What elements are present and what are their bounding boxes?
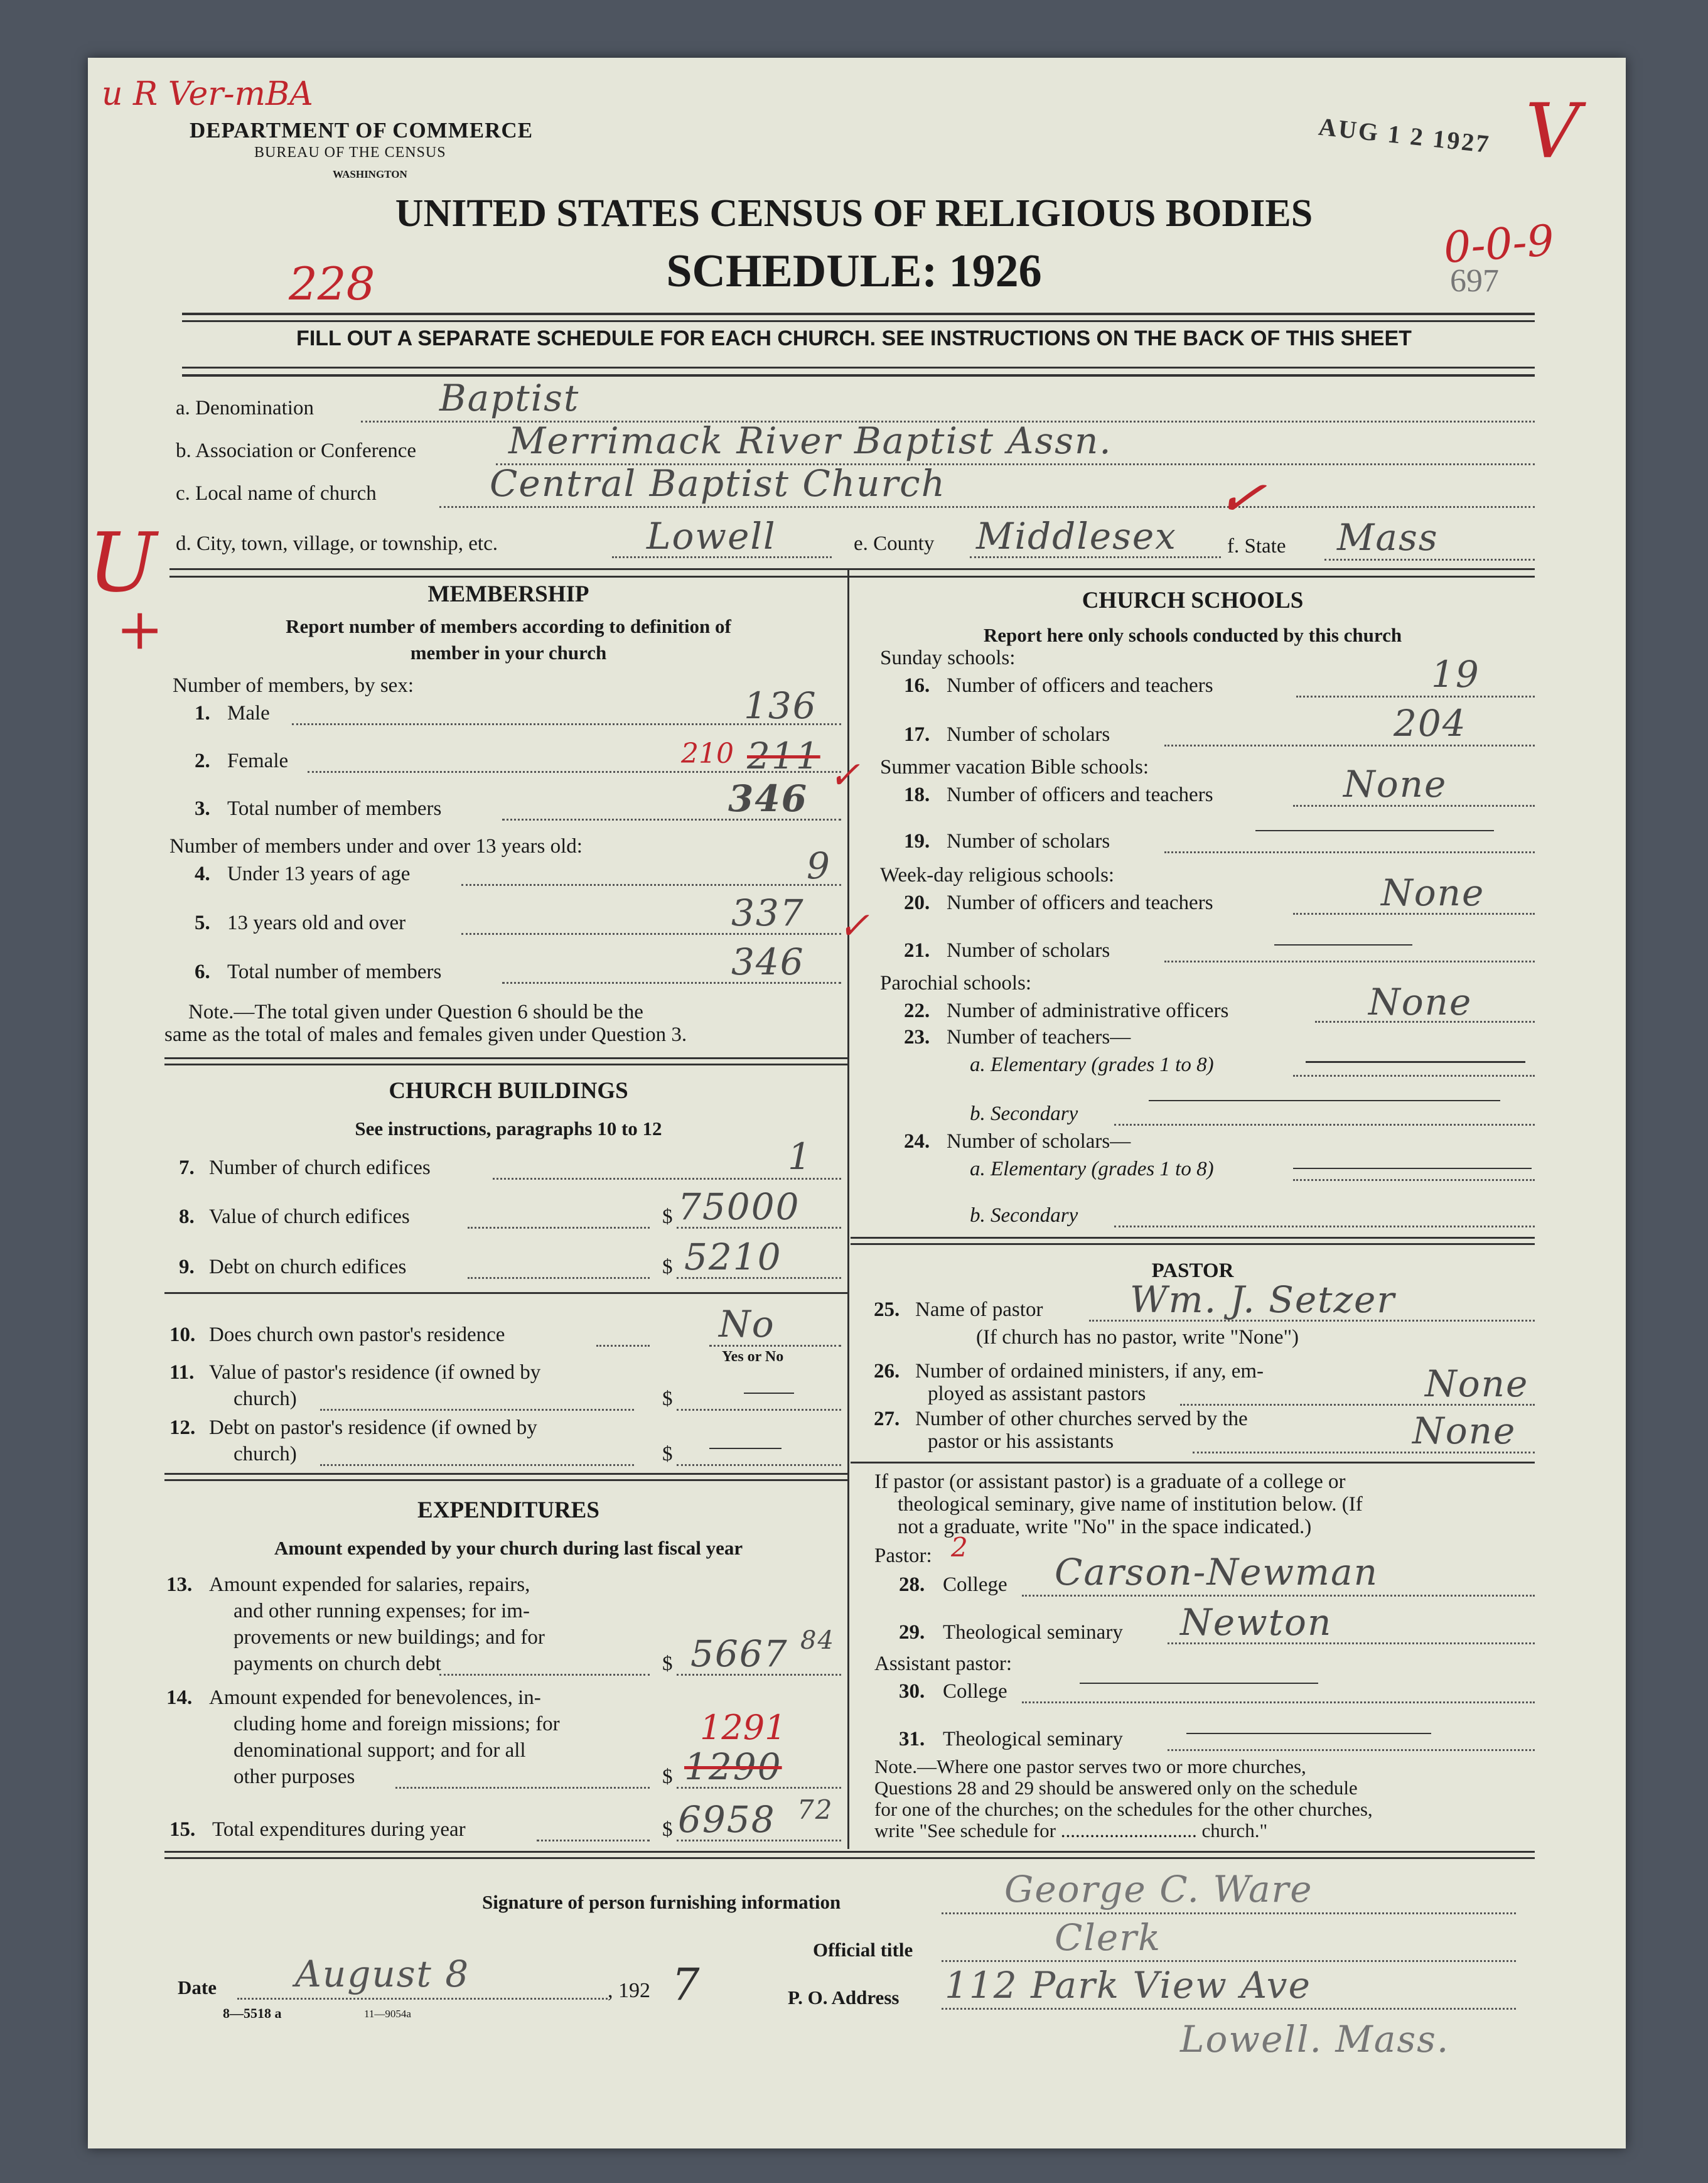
- q8-number: 8.: [179, 1205, 195, 1228]
- age-heading: Number of members under and over 13 years old:: [169, 835, 583, 858]
- summer-schools-heading: Summer vacation Bible schools:: [880, 756, 1149, 779]
- q16-label: Number of officers and teachers: [947, 674, 1213, 697]
- q24b-label: b. Secondary: [970, 1204, 1078, 1227]
- q5-value[interactable]: 337: [731, 892, 805, 934]
- q24a-label: a. Elementary (grades 1 to 8): [970, 1158, 1214, 1180]
- q23-number: 23.: [904, 1026, 930, 1048]
- q2-value[interactable]: 211: [747, 735, 820, 777]
- q24-label: Number of scholars—: [947, 1130, 1131, 1153]
- q6-number: 6.: [195, 961, 210, 983]
- q8-value[interactable]: 75000: [678, 1185, 800, 1228]
- q6-value[interactable]: 346: [731, 941, 805, 983]
- official-title-value[interactable]: Clerk: [1055, 1916, 1162, 1959]
- denomination-label: a. Denomination: [176, 397, 314, 419]
- sunday-schools-heading: Sunday schools:: [880, 647, 1016, 669]
- membership-sub1: Report number of members according to definition of: [286, 615, 731, 637]
- q17-label: Number of scholars: [947, 723, 1110, 746]
- seminary-value[interactable]: Newton: [1180, 1601, 1333, 1644]
- q29-label: Theological seminary: [943, 1621, 1123, 1644]
- q13-value[interactable]: 5667: [690, 1632, 788, 1675]
- q7-number: 7.: [179, 1156, 195, 1179]
- membership-note-2: same as the total of males and females given under Question 3.: [164, 1023, 687, 1046]
- pastor-note-2: Questions 28 and 29 should be answered only on the schedule: [874, 1777, 1358, 1799]
- denomination-value[interactable]: Baptist: [439, 377, 580, 419]
- pastor-red-mark: 2: [951, 1532, 968, 1563]
- q26-label-b: ployed as assistant pastors: [928, 1383, 1146, 1405]
- form-number: 8—5518 a: [223, 2005, 282, 2021]
- q18-number: 18.: [904, 784, 930, 806]
- pastor-name-value[interactable]: Wm. J. Setzer: [1130, 1278, 1396, 1321]
- q5-label: 13 years old and over: [227, 912, 406, 934]
- q3-label: Total number of members: [227, 797, 442, 820]
- q2-number: 2.: [195, 750, 210, 772]
- q30-label: College: [943, 1680, 1007, 1703]
- signature-label: Signature of person furnishing information: [482, 1891, 841, 1913]
- q15-number: 15.: [169, 1818, 196, 1841]
- q12-label-b: church): [234, 1443, 297, 1465]
- schedule-title: SCHEDULE: 1926: [666, 245, 1042, 297]
- q1-label: Male: [227, 702, 270, 725]
- graduate-note-3: not a graduate, write "No" in the space indicated.): [898, 1516, 1312, 1538]
- q25-number: 25.: [874, 1298, 900, 1321]
- margin-u-annotation: U: [88, 515, 157, 610]
- county-value[interactable]: Middlesex: [976, 515, 1177, 558]
- q31-number: 31.: [899, 1728, 925, 1750]
- graduate-note-1: If pastor (or assistant pastor) is a graduate of a college or: [874, 1470, 1346, 1493]
- q4-label: Under 13 years of age: [227, 863, 411, 885]
- q24-number: 24.: [904, 1130, 930, 1153]
- county-label: e. County: [854, 532, 935, 555]
- number-697: 697: [1450, 263, 1499, 299]
- q1-number: 1.: [195, 702, 210, 725]
- red-checkmark-icon: ✓: [1212, 461, 1270, 534]
- q3-value[interactable]: 346: [728, 777, 808, 820]
- q14-line-3: denominational support; and for all: [234, 1739, 526, 1762]
- q5-number: 5.: [195, 912, 210, 934]
- q12-label-a: Debt on pastor's residence (if owned by: [209, 1416, 537, 1439]
- q26-value[interactable]: None: [1425, 1362, 1529, 1405]
- q22-label: Number of administrative officers: [947, 1000, 1229, 1022]
- q1-value[interactable]: 136: [744, 684, 817, 727]
- q17-value[interactable]: 204: [1394, 702, 1467, 745]
- q21-label: Number of scholars: [947, 939, 1110, 962]
- year-digit[interactable]: 7: [672, 1959, 701, 2010]
- q18-label: Number of officers and teachers: [947, 784, 1213, 806]
- q20-value[interactable]: None: [1381, 871, 1485, 914]
- q11-label-a: Value of pastor's residence (if owned by: [209, 1361, 541, 1384]
- q8-dollar: $: [662, 1205, 673, 1228]
- po-address-value-2[interactable]: Lowell. Mass.: [1180, 2018, 1450, 2061]
- form-number-2: 11—9054a: [364, 2008, 411, 2020]
- q2-label: Female: [227, 750, 289, 772]
- pastor-subheading: Pastor:: [874, 1544, 932, 1567]
- q13-cents[interactable]: 84: [800, 1626, 835, 1655]
- top-left-annotation: u R Ver-mBA: [102, 75, 313, 113]
- membership-note-1: Note.—The total given under Question 6 should be the: [188, 1001, 643, 1023]
- q15-label: Total expenditures during year: [212, 1818, 466, 1841]
- membership-sub2: member in your church: [410, 642, 607, 664]
- weekday-schools-heading: Week-day religious schools:: [880, 864, 1115, 887]
- q13-line-2: and other running expenses; for im-: [234, 1600, 530, 1622]
- signature-value[interactable]: George C. Ware: [1004, 1868, 1313, 1911]
- q4-value[interactable]: 9: [807, 844, 831, 887]
- q20-number: 20.: [904, 892, 930, 914]
- q25-note: (If church has no pastor, write "None"): [976, 1326, 1299, 1349]
- q28-label: College: [943, 1573, 1007, 1596]
- q2-correction: 210: [681, 738, 734, 770]
- q14-dollar: $: [662, 1765, 673, 1788]
- association-label: b. Association or Conference: [176, 439, 417, 462]
- q14-correction: 1291: [700, 1708, 787, 1747]
- expenditures-sub: Amount expended by your church during last fiscal year: [274, 1537, 743, 1559]
- q9-dollar: $: [662, 1256, 673, 1278]
- q13-number: 13.: [166, 1573, 193, 1596]
- q11-label-b: church): [234, 1388, 297, 1410]
- buildings-heading: CHURCH BUILDINGS: [389, 1078, 628, 1104]
- q3-number: 3.: [195, 797, 210, 820]
- red-checkmark-icon: ✓: [829, 753, 861, 797]
- q7-value[interactable]: 1: [788, 1135, 812, 1178]
- q20-label: Number of officers and teachers: [947, 892, 1213, 914]
- q6-label: Total number of members: [227, 961, 442, 983]
- q25-label: Name of pastor: [915, 1298, 1043, 1321]
- po-address-value[interactable]: 112 Park View Ave: [945, 1964, 1311, 2007]
- official-title-label: Official title: [813, 1939, 913, 1961]
- date-label: Date: [178, 1976, 217, 1998]
- q9-number: 9.: [179, 1256, 195, 1278]
- q14-line-1: Amount expended for benevolences, in-: [209, 1686, 541, 1709]
- q23b-label: b. Secondary: [970, 1102, 1078, 1125]
- q8-label: Value of church edifices: [209, 1205, 410, 1228]
- pastor-note-1: Note.—Where one pastor serves two or more churches,: [874, 1755, 1306, 1777]
- red-228-annotation: 228: [289, 257, 375, 310]
- schools-sub: Report here only schools conducted by this church: [983, 624, 1402, 646]
- q13-line-1: Amount expended for salaries, repairs,: [209, 1573, 530, 1596]
- buildings-sub: See instructions, paragraphs 10 to 12: [355, 1118, 662, 1140]
- parochial-schools-heading: Parochial schools:: [880, 972, 1032, 994]
- assistant-pastor-subheading: Assistant pastor:: [874, 1652, 1012, 1675]
- date-stamp: AUG 1 2 1927: [1317, 112, 1492, 159]
- schools-heading: CHURCH SCHOOLS: [1082, 588, 1304, 613]
- local-name-label: c. Local name of church: [176, 482, 377, 505]
- q14-value[interactable]: 1290: [684, 1745, 782, 1788]
- q30-number: 30.: [899, 1680, 925, 1703]
- association-value[interactable]: Merrimack River Baptist Assn.: [508, 419, 1112, 462]
- q14-line-2: cluding home and foreign missions; for: [234, 1713, 560, 1735]
- q13-line-3: provements or new buildings; and for: [234, 1626, 545, 1649]
- pastor-note-4: write "See schedule for ............................ church.": [874, 1819, 1268, 1841]
- q13-dollar: $: [662, 1652, 673, 1675]
- q7-label: Number of church edifices: [209, 1156, 431, 1179]
- city-label: d. City, town, village, or township, etc.: [176, 532, 498, 555]
- q9-label: Debt on church edifices: [209, 1256, 407, 1278]
- q23a-label: a. Elementary (grades 1 to 8): [970, 1054, 1214, 1076]
- po-address-label: P. O. Address: [788, 1986, 900, 2008]
- q15-dollar: $: [662, 1818, 673, 1841]
- q16-number: 16.: [904, 674, 930, 697]
- q26-label-a: Number of ordained ministers, if any, em-: [915, 1360, 1264, 1383]
- q16-value[interactable]: 19: [1431, 653, 1480, 696]
- red-code-annotation: 0-0-9: [1442, 215, 1556, 274]
- state-label: f. State: [1227, 535, 1286, 558]
- q10-value[interactable]: No: [719, 1303, 775, 1345]
- yes-or-no-hint: Yes or No: [722, 1349, 784, 1365]
- washington-heading: WASHINGTON: [333, 168, 407, 180]
- q14-line-4: other purposes: [234, 1765, 355, 1788]
- membership-heading: MEMBERSHIP: [427, 581, 589, 607]
- form-title: UNITED STATES CENSUS OF RELIGIOUS BODIES: [395, 192, 1313, 235]
- q4-number: 4.: [195, 863, 210, 885]
- pastor-note-3: for one of the churches; on the schedules for the other churches,: [874, 1798, 1373, 1820]
- q15-cents[interactable]: 72: [797, 1794, 834, 1825]
- q21-number: 21.: [904, 939, 930, 962]
- q10-number: 10.: [169, 1323, 196, 1346]
- q14-number: 14.: [166, 1686, 193, 1709]
- q17-number: 17.: [904, 723, 930, 746]
- q11-number: 11.: [169, 1361, 195, 1384]
- q18-value[interactable]: None: [1343, 763, 1448, 806]
- q19-label: Number of scholars: [947, 830, 1110, 853]
- q31-label: Theological seminary: [943, 1728, 1123, 1750]
- year-prefix: , 192: [608, 1979, 650, 2002]
- city-value[interactable]: Lowell: [647, 515, 776, 558]
- bureau-heading: BUREAU OF THE CENSUS: [254, 144, 446, 161]
- expenditures-heading: EXPENDITURES: [417, 1497, 599, 1523]
- q26-number: 26.: [874, 1360, 900, 1383]
- q12-number: 12.: [169, 1416, 196, 1439]
- q27-value[interactable]: None: [1412, 1410, 1517, 1452]
- q13-line-4: payments on church debt: [234, 1652, 441, 1675]
- q9-value[interactable]: 5210: [684, 1236, 782, 1278]
- local-name-value[interactable]: Central Baptist Church: [490, 462, 947, 505]
- q27-label-a: Number of other churches served by the: [915, 1408, 1248, 1430]
- q11-dollar: $: [662, 1388, 673, 1410]
- q29-number: 29.: [899, 1621, 925, 1644]
- members-by-sex-label: Number of members, by sex:: [173, 674, 414, 697]
- q15-value[interactable]: 6958: [678, 1798, 776, 1841]
- pastor-heading: PASTOR: [1151, 1259, 1234, 1282]
- college-value[interactable]: Carson-Newman: [1055, 1551, 1378, 1593]
- check-mark-annotation: V: [1525, 88, 1580, 175]
- q10-label: Does church own pastor's residence: [209, 1323, 505, 1346]
- q22-number: 22.: [904, 1000, 930, 1022]
- q12-dollar: $: [662, 1443, 673, 1465]
- date-value[interactable]: August 8: [295, 1953, 470, 1995]
- q22-value[interactable]: None: [1368, 981, 1473, 1023]
- state-value[interactable]: Mass: [1337, 516, 1439, 559]
- instruction-line: FILL OUT A SEPARATE SCHEDULE FOR EACH CHURCH. SEE INSTRUCTIONS ON THE BACK OF THIS SHEET: [296, 326, 1412, 350]
- red-checkmark-icon: ✓: [838, 904, 870, 948]
- graduate-note-2: theological seminary, give name of institution below. (If: [898, 1493, 1363, 1516]
- q23-label: Number of teachers—: [947, 1026, 1131, 1048]
- q27-number: 27.: [874, 1408, 900, 1430]
- q27-label-b: pastor or his assistants: [928, 1430, 1114, 1453]
- department-heading: DEPARTMENT OF COMMERCE: [190, 118, 534, 143]
- q28-number: 28.: [899, 1573, 925, 1596]
- q19-number: 19.: [904, 830, 930, 853]
- margin-plus-annotation: +: [116, 596, 164, 662]
